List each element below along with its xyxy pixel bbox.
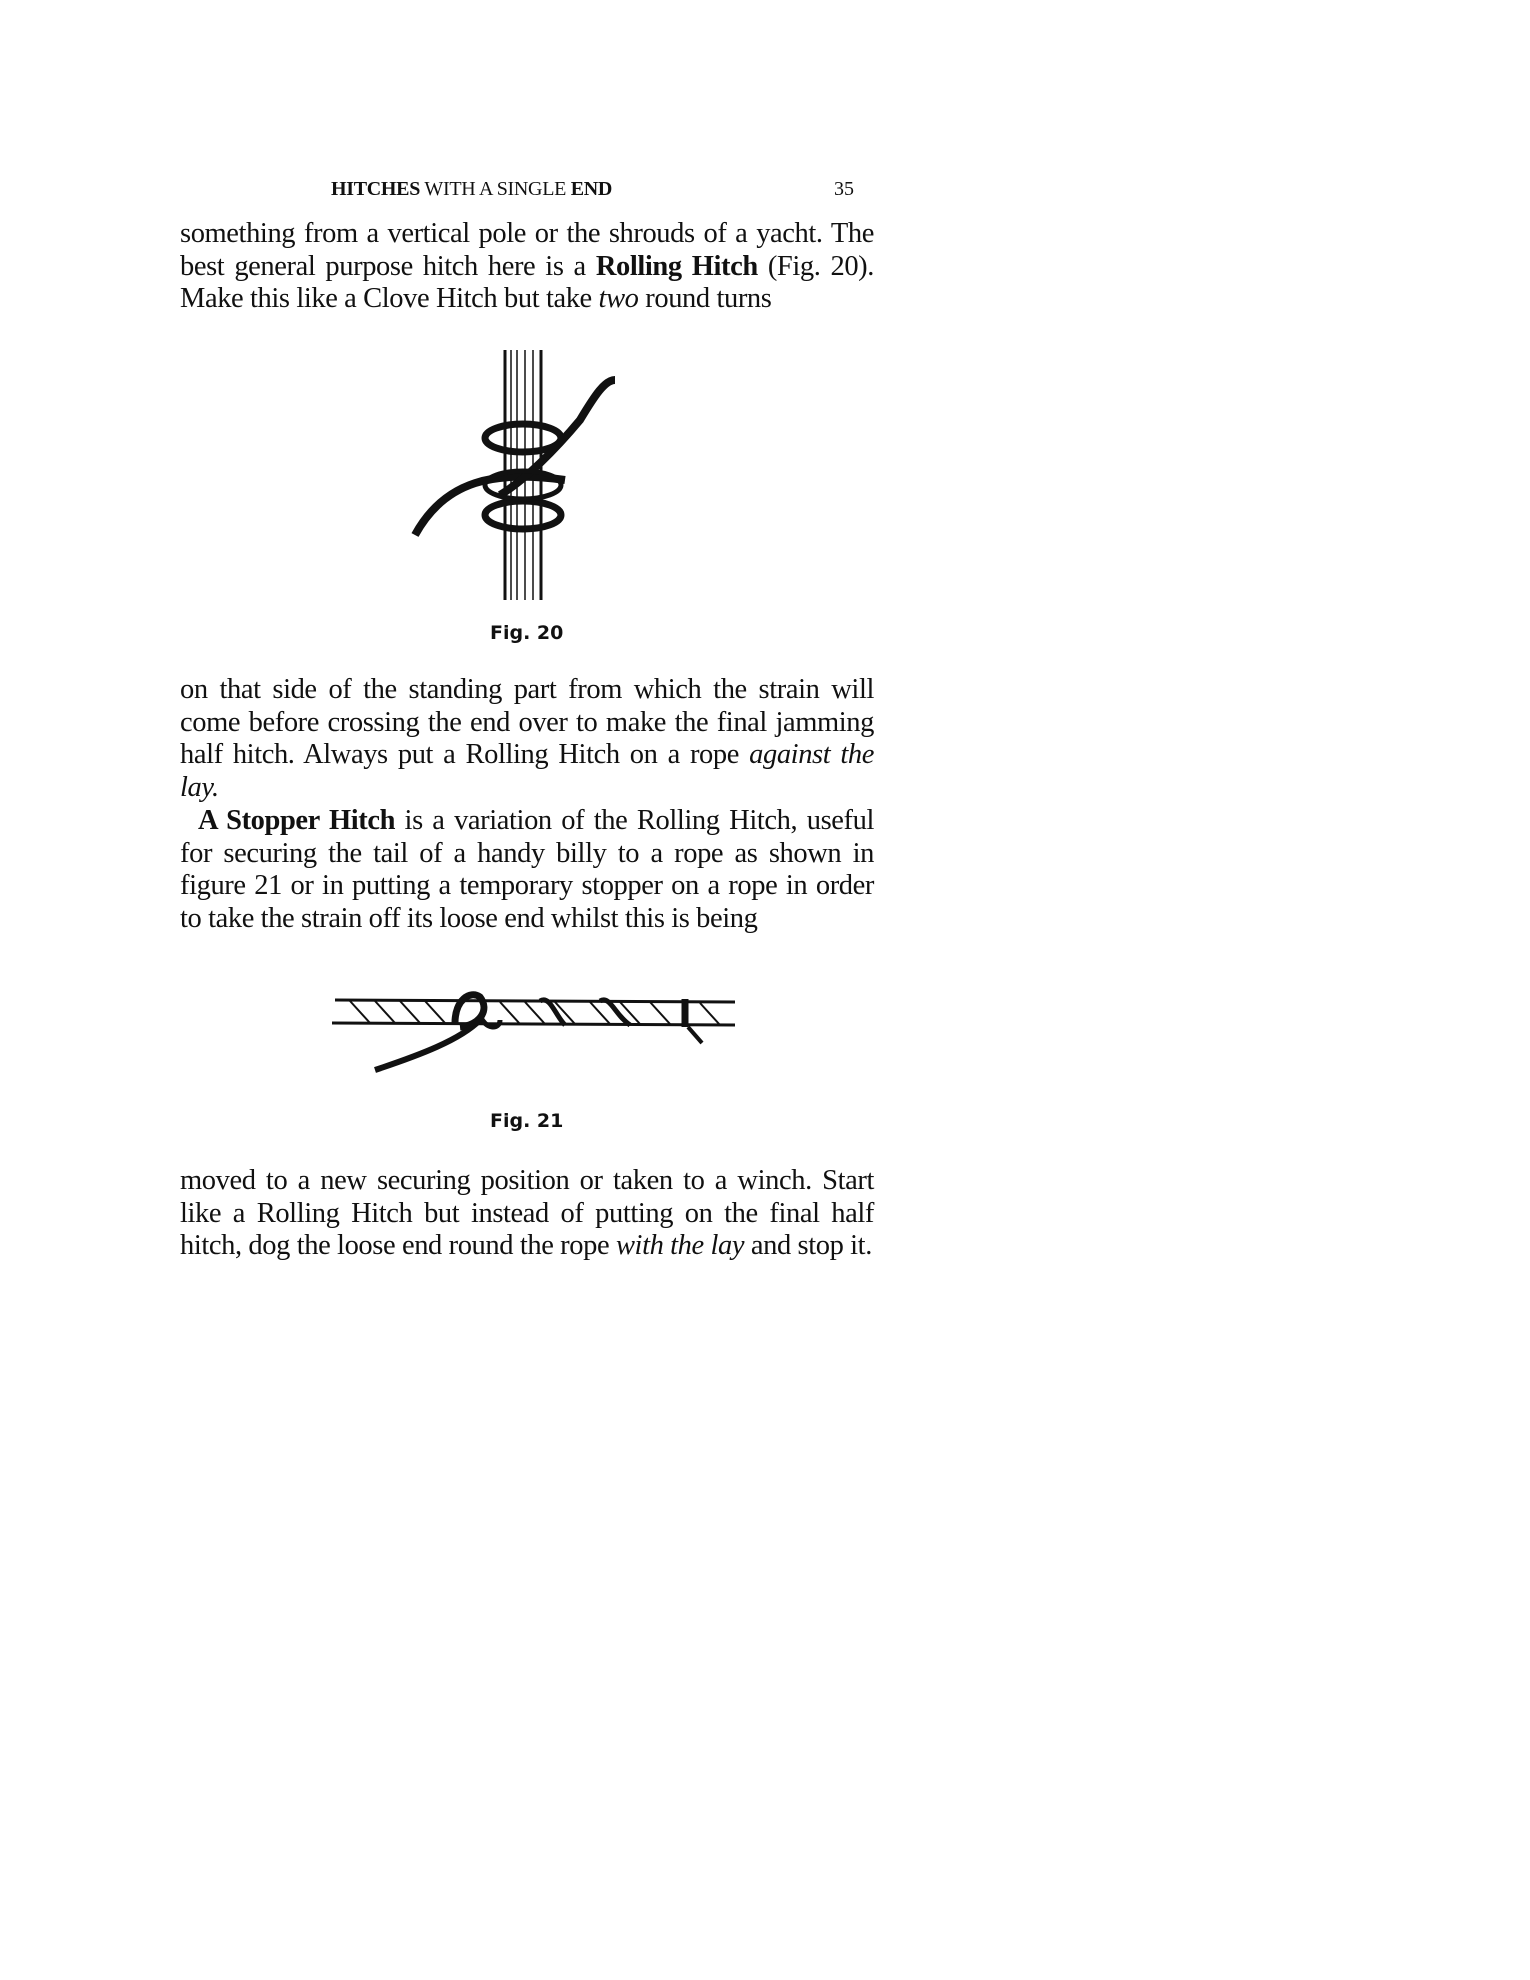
paragraph-3 [180,805,874,935]
header-regular: WITH A SINGLE [420,178,571,200]
text: is a variation of the Rolling Hitch, useful for securing the tail of a handy billy to a rope as shown in figure 21 or in putting a temporary stopper on a rope in order to take the strain off its loose end whilst this is being [180,805,874,934]
text: something from a vertical pole or the shrouds of a yacht. The best general purpose hitch here is a [180,218,874,282]
paragraph-2 [180,674,874,804]
paragraph-4 [180,1165,874,1263]
text: (Fig. 20). Make this like a Clove Hitch but take [180,250,874,314]
fig21-caption: Fig. 21 [490,1110,564,1132]
text: on that side of the standing part from which the strain will come before crossing the end over to make the final jamming half hitch. Always put a Rolling Hitch on a rope [180,674,874,770]
header-bold-2: END [570,178,613,200]
fig20-caption: Fig. 20 [490,622,564,644]
text: and stop it. [744,1230,872,1261]
text: round turns [638,283,772,314]
page-number: 35 [834,178,854,200]
emphasis: two [598,283,639,314]
emphasis: against the lay. [180,739,874,803]
fig20-rolling-hitch-illustration [405,340,645,605]
header-bold-1: HITCHES [331,178,421,200]
running-header [331,178,612,201]
term-rolling-hitch: Rolling Hitch [595,250,758,282]
paragraph-1 [180,218,874,316]
emphasis: with the lay [615,1230,745,1261]
term-stopper-hitch: A Stopper Hitch [198,805,396,836]
text: moved to a new securing position or taken to a winch. Start like a Rolling Hitch but instead of putting on the final half hitch, dog the loose end round the rope [180,1165,874,1261]
fig21-stopper-hitch-illustration [330,985,740,1085]
